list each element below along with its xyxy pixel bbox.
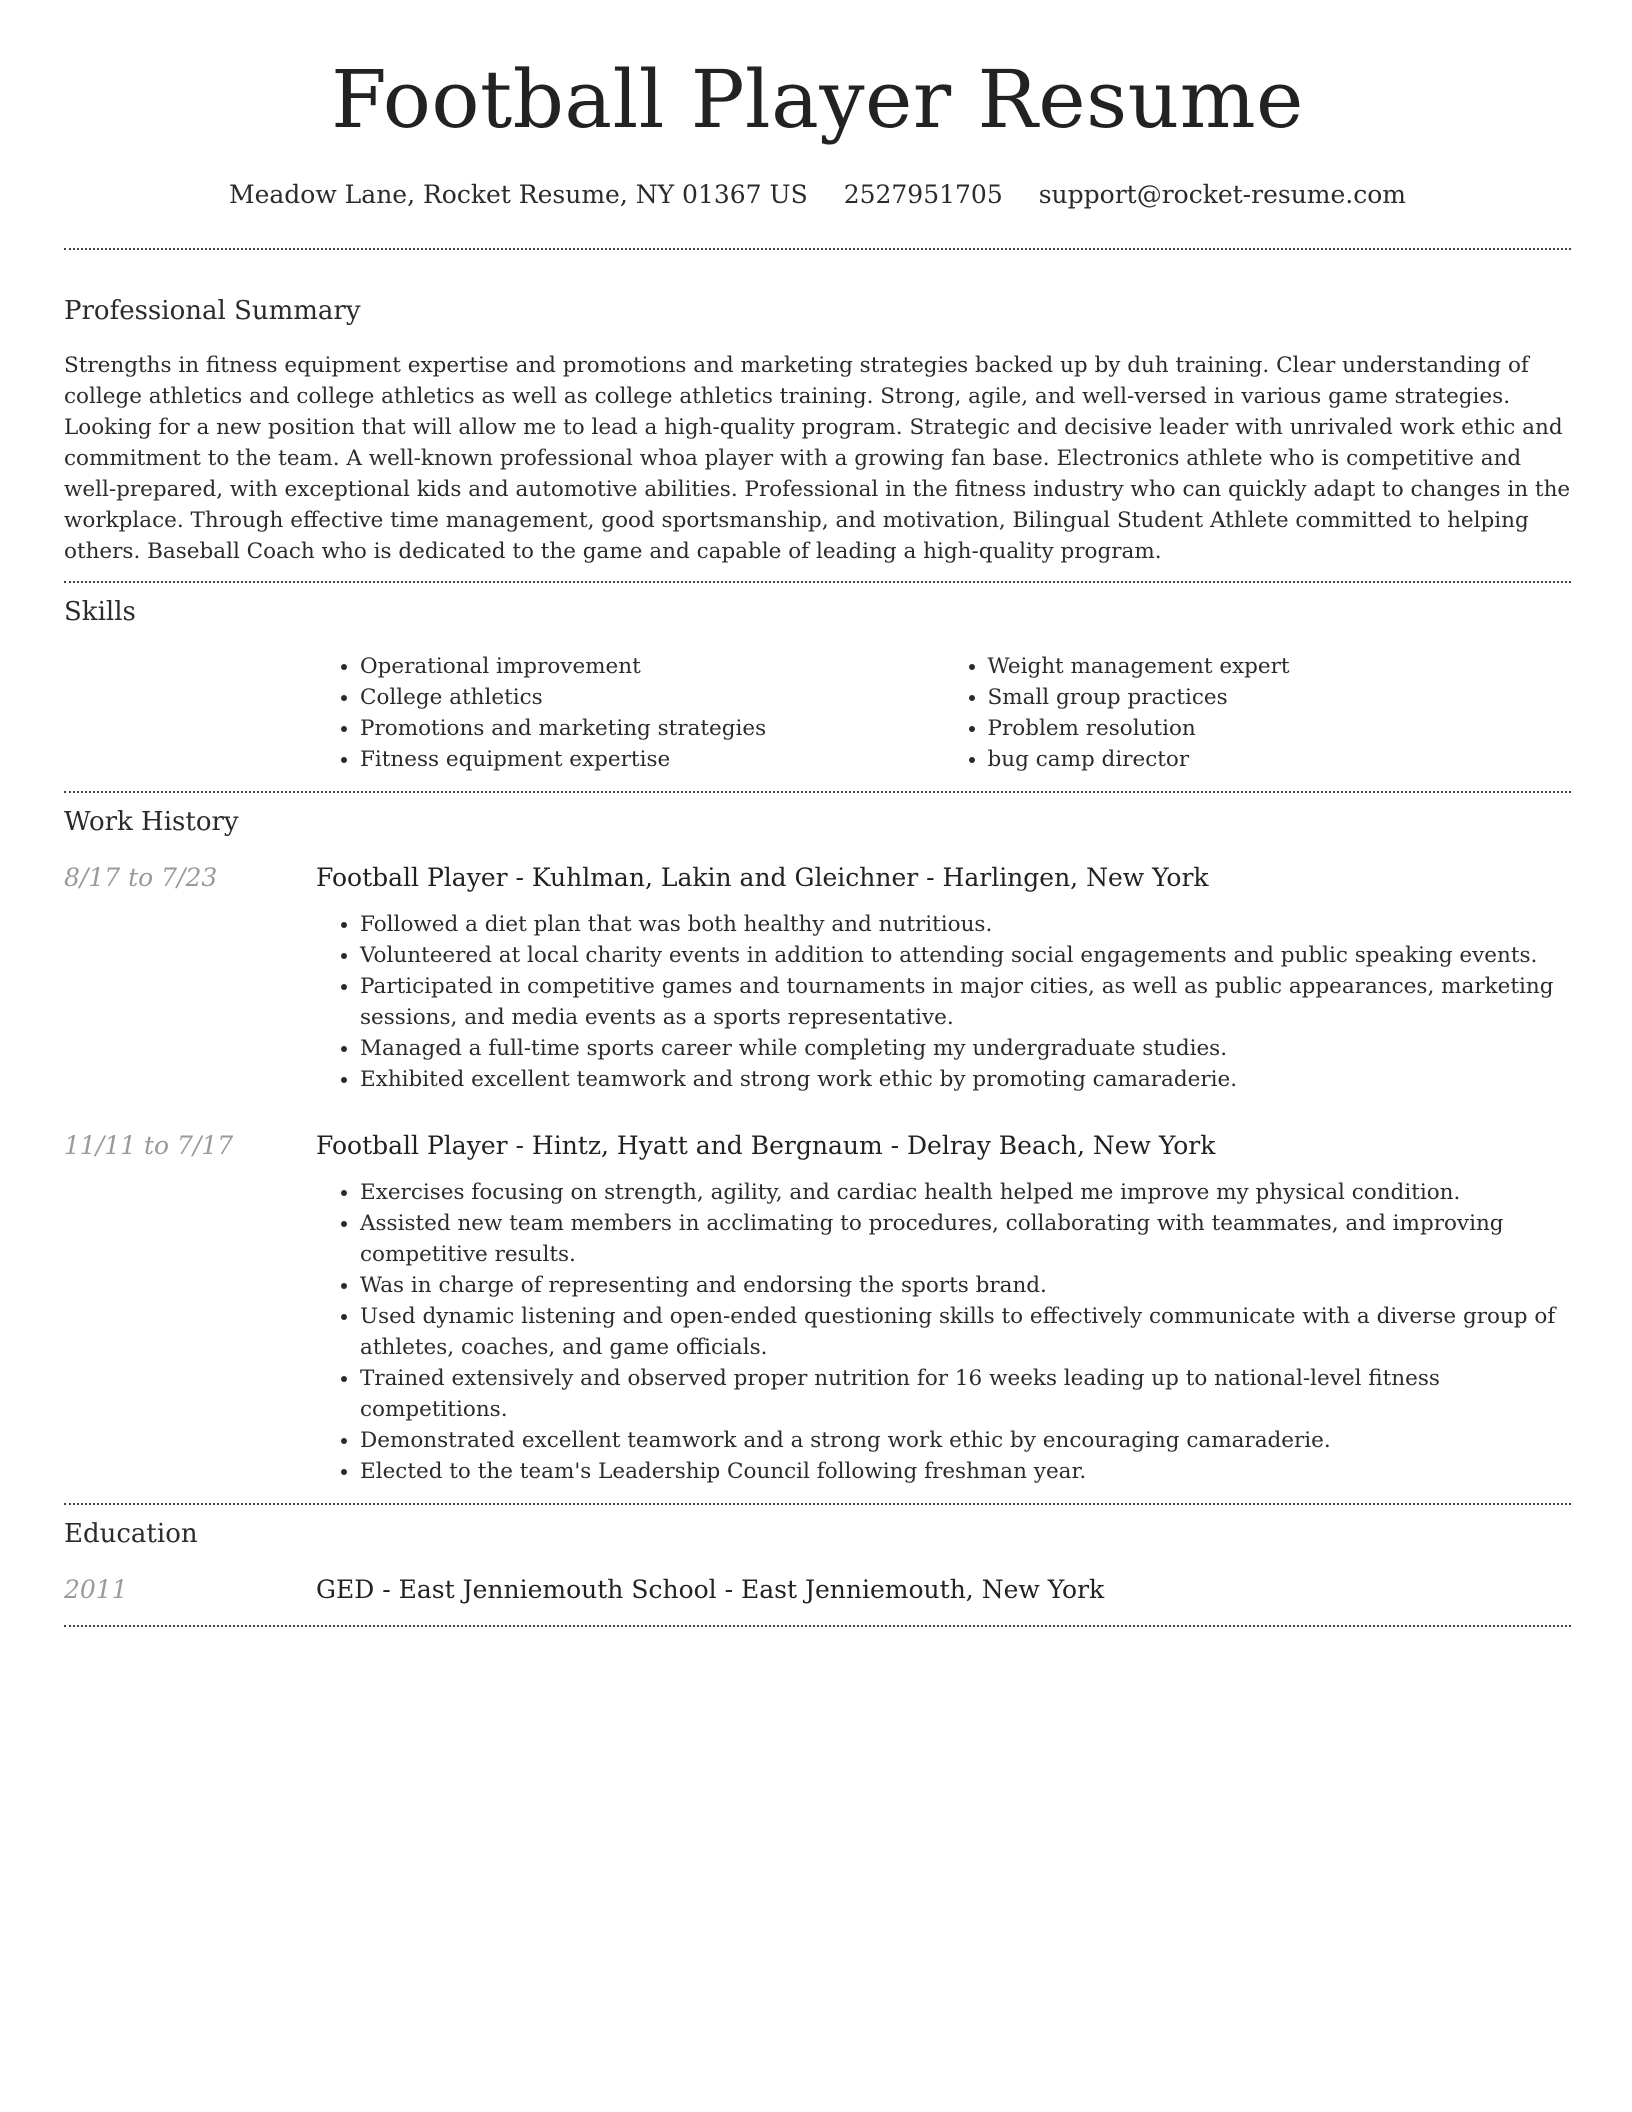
divider: [64, 581, 1571, 583]
job-bullet: • Was in charge of representing and endorsing the sports brand.: [360, 1270, 1571, 1301]
skills-column-right: [944, 651, 1572, 775]
job-dates: 8/17 to 7/23: [64, 863, 218, 892]
job-bullet: • Assisted new team members in acclimating to procedures, collaborating with teammates, and improving competitive results.: [360, 1208, 1571, 1270]
job-entry: [64, 1129, 1571, 1163]
job-title: Football Player - Kuhlman, Lakin and Gleichner - Harlingen, New York: [316, 863, 1209, 892]
job-title: Football Player - Hintz, Hyatt and Bergnaum - Delray Beach, New York: [316, 1131, 1216, 1160]
divider: [64, 1625, 1571, 1627]
job-entry: [64, 861, 1571, 895]
job-bullets: [316, 909, 1571, 1095]
job-bullet: • Elected to the team's Leadership Council following freshman year.: [360, 1456, 1571, 1487]
skill-item: • Small group practices: [988, 682, 1572, 713]
divider: [64, 791, 1571, 793]
education-entry: [64, 1573, 1571, 1607]
summary-text: Strengths in fitness equipment expertise and promotions and marketing strategies backed up by duh training. Clear understanding of college athletics and college athletics as well as college athletics training. Strong, agile, and well-versed in various game strategies. Looking for a new position that will allow me to lead a high-quality program. Strategic and decisive leader with unrivaled work ethic and commitment to the team. A well-known professional whoa player with a growing fan base. Electronics athlete who is competitive and well-prepared, with exceptional kids and automotive abilities. Professional in the fitness industry who can quickly adapt to changes in the workplace. Through effective time management, good sportsmanship, and motivation, Bilingual Student Athlete committed to helping others. Baseball Coach who is dedicated to the game and capable of leading a high-quality program.: [64, 353, 1571, 564]
resume-page: [64, 0, 1571, 1627]
skill-item: • Problem resolution: [988, 713, 1572, 744]
skill-item: • College athletics: [360, 682, 944, 713]
job-bullet: • Exhibited excellent teamwork and strong work ethic by promoting camaraderie.: [360, 1064, 1571, 1095]
skills-list: [316, 651, 1571, 775]
education-title: GED - East Jenniemouth School - East Jenniemouth, New York: [316, 1575, 1105, 1604]
job-bullet: • Participated in competitive games and tournaments in major cities, as well as public appearances, marketing sessions, and media events as a sports representative.: [360, 971, 1571, 1033]
job-bullets: [316, 1177, 1571, 1487]
work-history-section: [64, 805, 1571, 1487]
section-heading-summary: Professional Summary: [64, 296, 361, 326]
divider: [64, 248, 1571, 250]
job-bullet: • Exercises focusing on strength, agility, and cardiac health helped me improve my physical condition.: [360, 1177, 1571, 1208]
job-bullet: • Used dynamic listening and open-ended questioning skills to effectively communicate with a diverse group of athletes, coaches, and game officials.: [360, 1301, 1571, 1363]
skills-column-left: [316, 651, 944, 775]
education-section: [64, 1517, 1571, 1607]
skill-item: • Operational improvement: [360, 651, 944, 682]
contact-phone: 2527951705: [843, 180, 1003, 209]
divider: [64, 1503, 1571, 1505]
job-bullet: • Volunteered at local charity events in addition to attending social engagements and public speaking events.: [360, 940, 1571, 971]
job-bullet: • Managed a full-time sports career while completing my undergraduate studies.: [360, 1033, 1571, 1064]
section-heading-work-history: Work History: [64, 807, 239, 837]
job-bullet: • Followed a diet plan that was both healthy and nutritious.: [360, 909, 1571, 940]
skills-section: [64, 595, 1571, 775]
job-bullet: • Demonstrated excellent teamwork and a strong work ethic by encouraging camaraderie.: [360, 1425, 1571, 1456]
skill-item: • bug camp director: [988, 744, 1572, 775]
job-bullet: • Trained extensively and observed proper nutrition for 16 weeks leading up to national-level fitness competitions.: [360, 1363, 1571, 1425]
resume-title: Football Player Resume: [331, 53, 1304, 146]
contact-address: Meadow Lane, Rocket Resume, NY 01367 US: [228, 180, 808, 209]
summary-section: [64, 294, 1571, 567]
section-heading-skills: Skills: [64, 597, 136, 627]
skill-item: • Weight management expert: [988, 651, 1572, 682]
education-date: 2011: [64, 1575, 128, 1604]
job-dates: 11/11 to 7/17: [64, 1131, 234, 1160]
skill-item: • Promotions and marketing strategies: [360, 713, 944, 744]
contact-email: support@rocket-resume.com: [1038, 180, 1407, 209]
section-heading-education: Education: [64, 1519, 198, 1549]
contact-line: [64, 178, 1571, 212]
skill-item: • Fitness equipment expertise: [360, 744, 944, 775]
